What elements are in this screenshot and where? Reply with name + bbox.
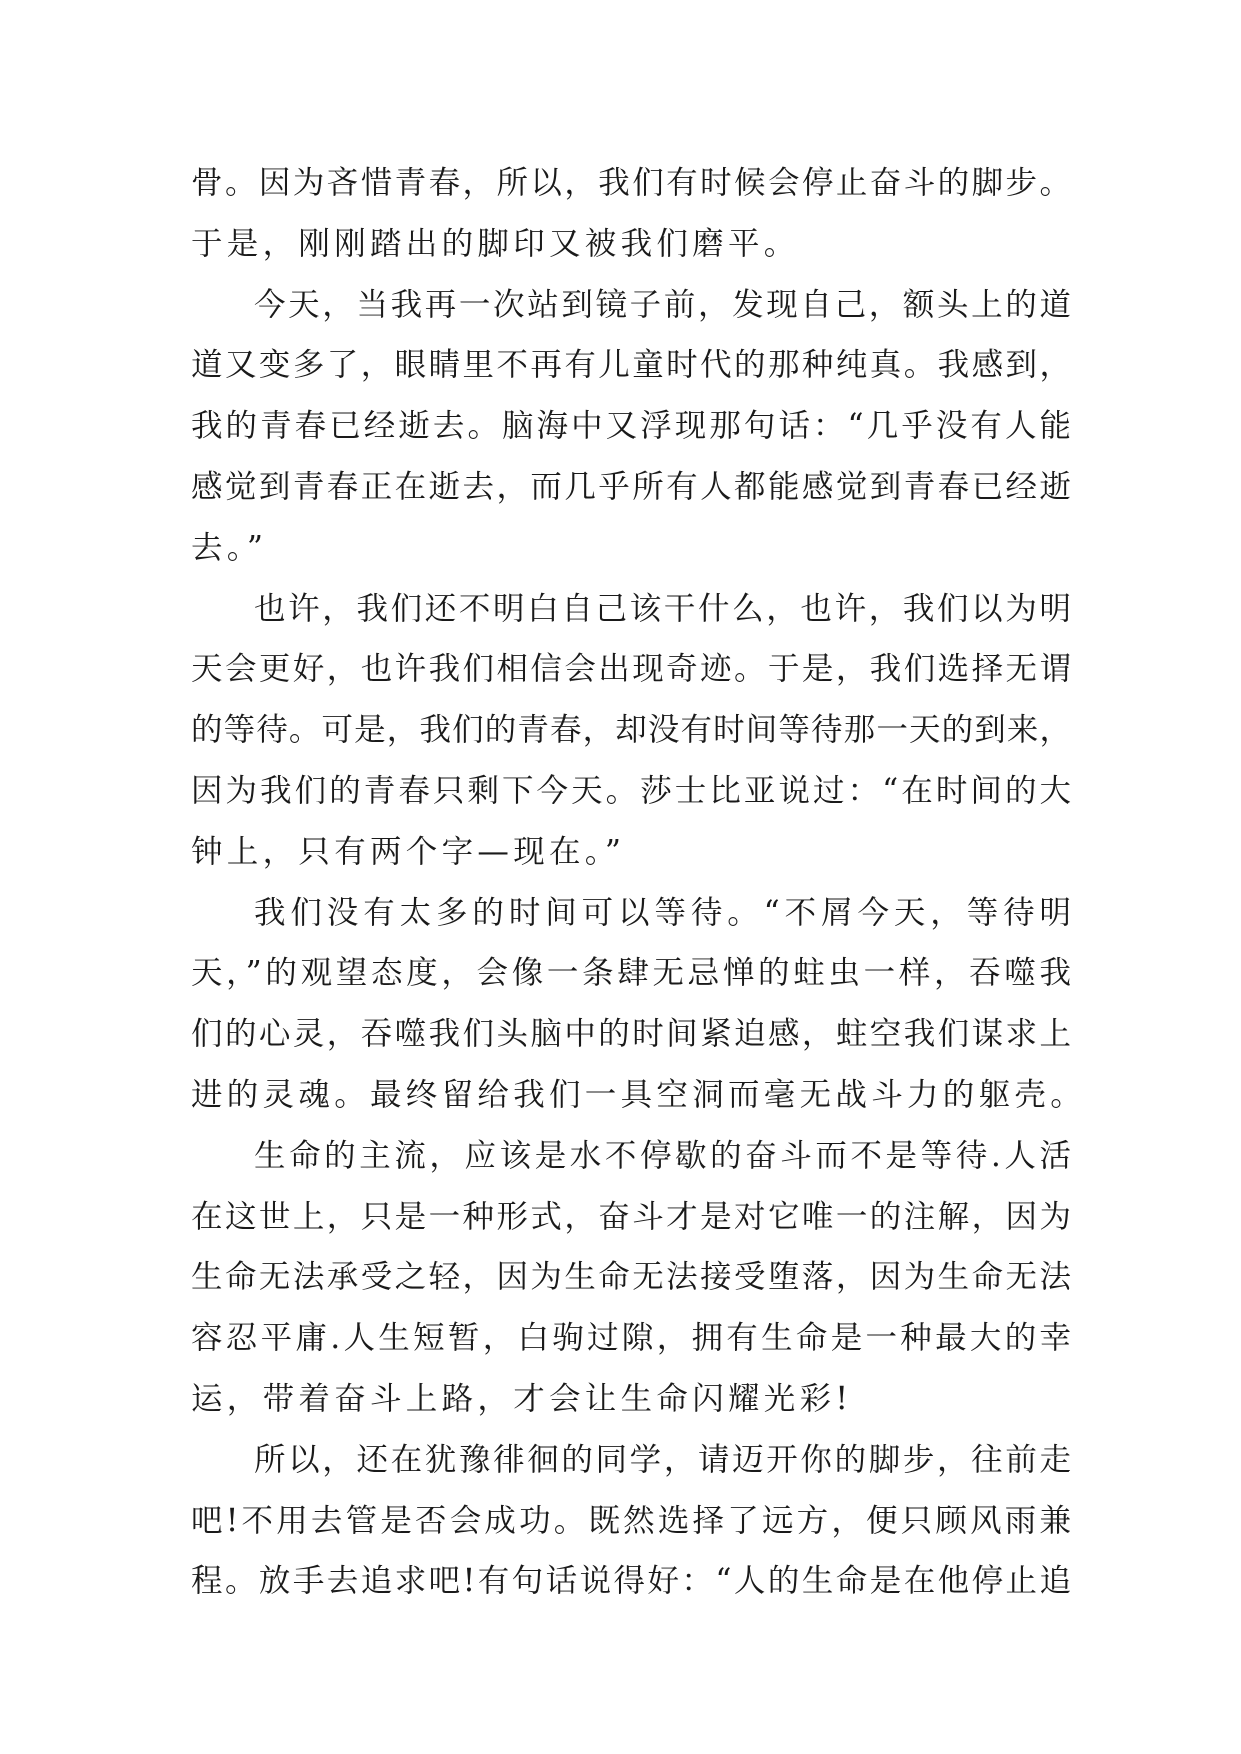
text-line: 感觉到青春正在逝去，而几乎所有人都能感觉到青春已经逝 bbox=[191, 468, 1071, 505]
text-line: 吧!不用去管是否会成功。既然选择了远方，便只顾风雨兼 bbox=[191, 1502, 1071, 1539]
text-line: 天，”的观望态度，会像一条肆无忌惮的蛀虫一样，吞噬我 bbox=[191, 955, 1071, 992]
text-line: 生命无法承受之轻，因为生命无法接受堕落，因为生命无法 bbox=[191, 1259, 1071, 1296]
text-line: 程。放手去追求吧!有句话说得好：“人的生命是在他停止追 bbox=[191, 1563, 1071, 1600]
text-line: 骨。因为吝惜青春，所以，我们有时候会停止奋斗的脚步。 bbox=[191, 165, 1071, 201]
text-line: 天会更好，也许我们相信会出现奇迹。于是，我们选择无谓 bbox=[191, 651, 1071, 688]
body-text bbox=[191, 153, 1087, 1612]
text-line: 钟上，只有两个字—现在。” bbox=[191, 833, 626, 870]
text-line: 运，带着奋斗上路，才会让生命闪耀光彩! bbox=[191, 1380, 853, 1417]
text-line: 生命的主流，应该是水不停歇的奋斗而不是等待.人活 bbox=[254, 1137, 1071, 1174]
text-line: 因为我们的青春只剩下今天。莎士比亚说过：“在时间的大 bbox=[191, 772, 1071, 809]
text-line: 的等待。可是，我们的青春，却没有时间等待那一天的到来， bbox=[191, 712, 1071, 749]
text-line: 于是，刚刚踏出的脚印又被我们磨平。 bbox=[191, 225, 800, 262]
text-line: 在这世上，只是一种形式，奋斗才是对它唯一的注解，因为 bbox=[191, 1198, 1071, 1235]
text-line: 进的灵魂。最终留给我们一具空洞而毫无战斗力的躯壳。 bbox=[191, 1076, 1087, 1113]
text-line: 们的心灵，吞噬我们头脑中的时间紧迫感，蛀空我们谋求上 bbox=[191, 1016, 1071, 1053]
text-line: 所以，还在犹豫徘徊的同学，请迈开你的脚步，往前走 bbox=[254, 1441, 1071, 1478]
text-line: 今天，当我再一次站到镜子前，发现自己，额头上的道 bbox=[254, 286, 1071, 323]
text-line: 也许，我们还不明白自己该干什么，也许，我们以为明 bbox=[254, 590, 1071, 627]
text-line: 容忍平庸.人生短暂，白驹过隙，拥有生命是一种最大的幸 bbox=[191, 1320, 1071, 1357]
text-line: 我们没有太多的时间可以等待。“不屑今天，等待明 bbox=[254, 894, 1071, 931]
text-line: 我的青春已经逝去。脑海中又浮现那句话：“几乎没有人能 bbox=[191, 408, 1071, 445]
text-line: 去。” bbox=[191, 529, 268, 566]
text-line: 道又变多了，眼睛里不再有儿童时代的那种纯真。我感到， bbox=[191, 347, 1071, 384]
